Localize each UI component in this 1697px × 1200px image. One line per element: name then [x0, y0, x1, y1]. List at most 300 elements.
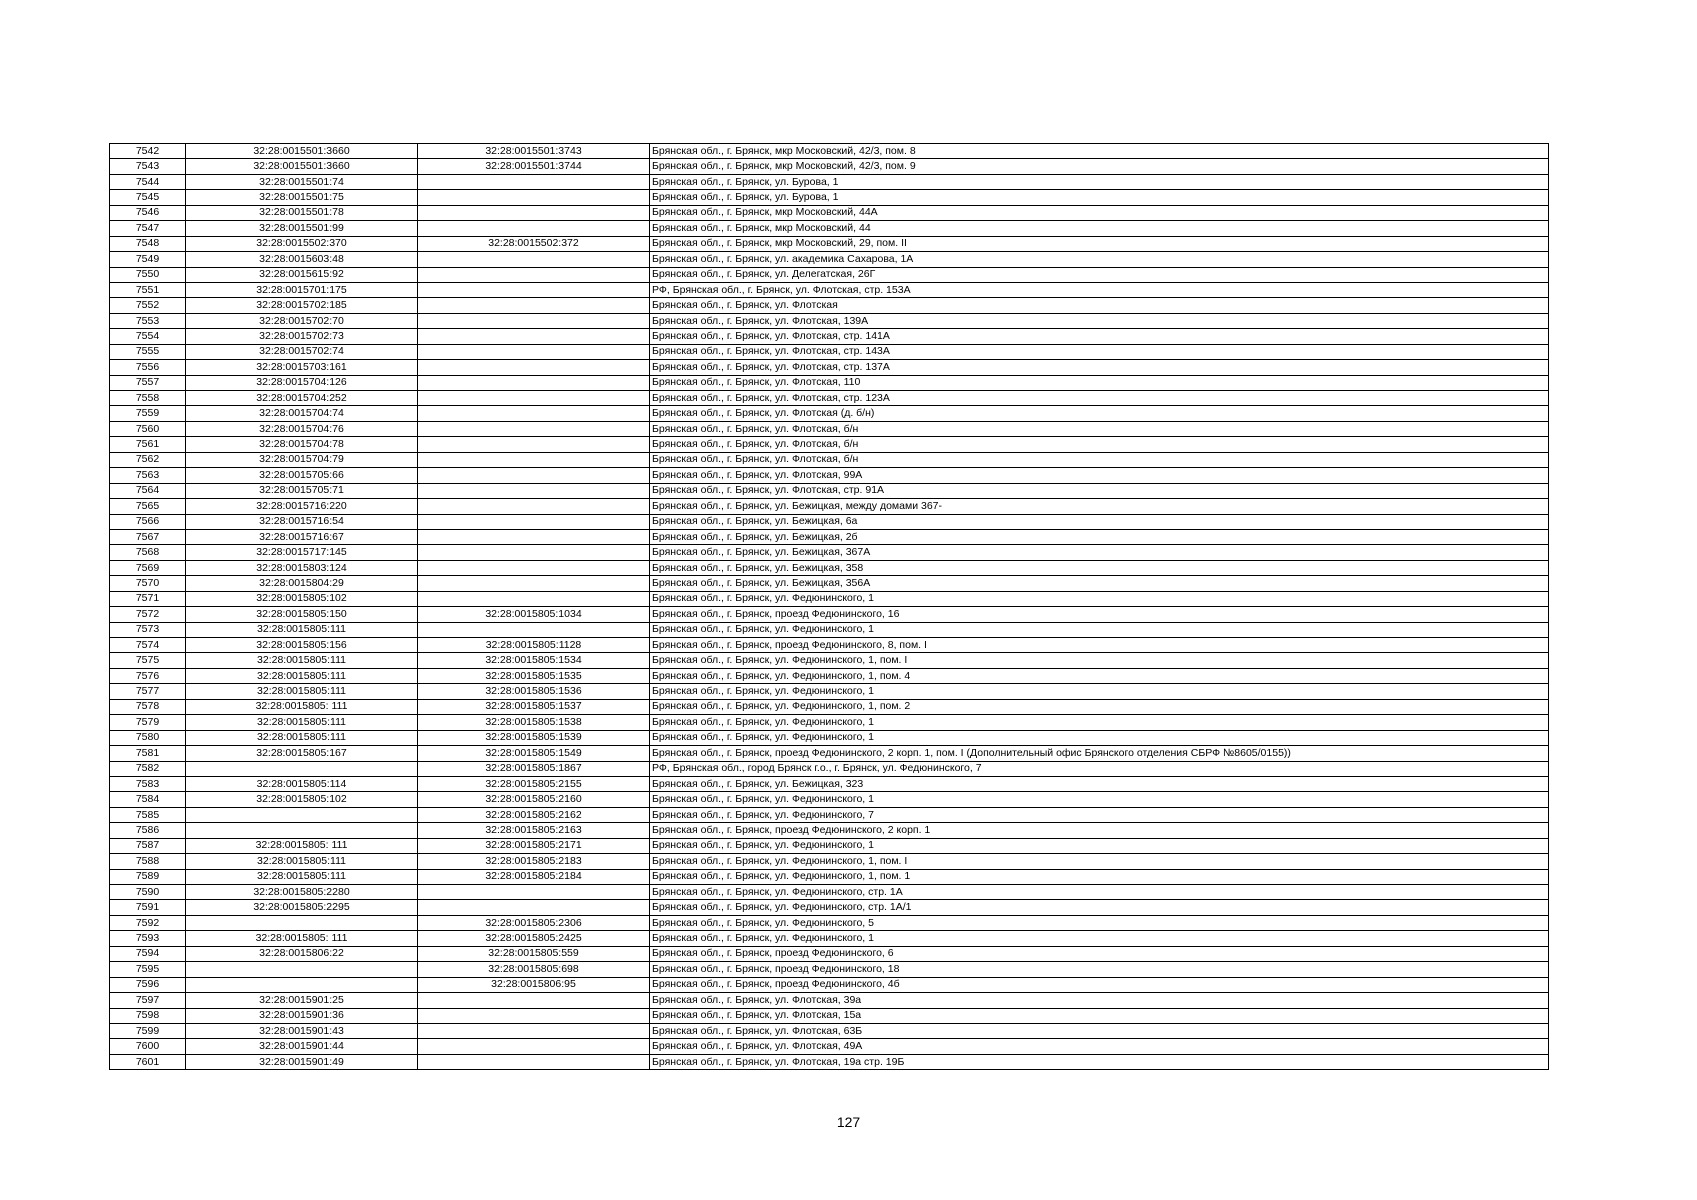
address-cell: Брянская обл., г. Брянск, ул. Флотская: [650, 298, 1549, 313]
row-number-cell: 7573: [110, 622, 186, 637]
table-row: [110, 545, 1549, 560]
row-number-cell: 7598: [110, 1008, 186, 1023]
table-row: [110, 668, 1549, 683]
object-cadastral-cell: [418, 591, 650, 606]
row-number-cell: 7579: [110, 715, 186, 730]
row-number-cell: 7592: [110, 915, 186, 930]
land-plot-cadastral-cell: 32:28:0015805: 111: [186, 838, 418, 853]
registry-table-body: [110, 144, 1549, 1070]
row-number-cell: 7577: [110, 684, 186, 699]
table-row: [110, 946, 1549, 961]
row-number-cell: 7556: [110, 360, 186, 375]
object-cadastral-cell: 32:28:0015805:559: [418, 946, 650, 961]
table-row: [110, 406, 1549, 421]
object-cadastral-cell: [418, 452, 650, 467]
land-plot-cadastral-cell: 32:28:0015803:124: [186, 560, 418, 575]
land-plot-cadastral-cell: 32:28:0015501:99: [186, 221, 418, 236]
land-plot-cadastral-cell: 32:28:0015702:185: [186, 298, 418, 313]
table-row: [110, 360, 1549, 375]
address-cell: Брянская обл., г. Брянск, ул. Федюнинского, 1: [650, 622, 1549, 637]
address-cell: Брянская обл., г. Брянск, ул. Федюнинского, 5: [650, 915, 1549, 930]
row-number-cell: 7548: [110, 236, 186, 251]
table-row: [110, 313, 1549, 328]
land-plot-cadastral-cell: 32:28:0015704:76: [186, 421, 418, 436]
row-number-cell: 7544: [110, 174, 186, 189]
row-number-cell: 7597: [110, 993, 186, 1008]
object-cadastral-cell: [418, 391, 650, 406]
address-cell: Брянская обл., г. Брянск, ул. Флотская, б/н: [650, 437, 1549, 452]
address-cell: Брянская обл., г. Брянск, ул. Федюнинского, стр. 1А/1: [650, 900, 1549, 915]
land-plot-cadastral-cell: 32:28:0015806:22: [186, 946, 418, 961]
table-row: [110, 1039, 1549, 1054]
row-number-cell: 7571: [110, 591, 186, 606]
address-cell: Брянская обл., г. Брянск, мкр Московский, 42/3, пом. 9: [650, 159, 1549, 174]
object-cadastral-cell: 32:28:0015805:2160: [418, 792, 650, 807]
table-row: [110, 607, 1549, 622]
row-number-cell: 7560: [110, 421, 186, 436]
land-plot-cadastral-cell: 32:28:0015705:71: [186, 483, 418, 498]
object-cadastral-cell: 32:28:0015806:95: [418, 977, 650, 992]
table-row: [110, 205, 1549, 220]
row-number-cell: 7572: [110, 607, 186, 622]
object-cadastral-cell: [418, 313, 650, 328]
land-plot-cadastral-cell: 32:28:0015805: 111: [186, 931, 418, 946]
table-row: [110, 684, 1549, 699]
object-cadastral-cell: [418, 545, 650, 560]
row-number-cell: 7576: [110, 668, 186, 683]
table-row: [110, 699, 1549, 714]
row-number-cell: 7542: [110, 144, 186, 159]
address-cell: Брянская обл., г. Брянск, ул. академика Сахарова, 1А: [650, 252, 1549, 267]
table-row: [110, 591, 1549, 606]
address-cell: Брянская обл., г. Брянск, ул. Федюнинского, стр. 1А: [650, 885, 1549, 900]
land-plot-cadastral-cell: 32:28:0015805:102: [186, 792, 418, 807]
land-plot-cadastral-cell: 32:28:0015805:150: [186, 607, 418, 622]
row-number-cell: 7574: [110, 638, 186, 653]
table-row: [110, 174, 1549, 189]
address-cell: Брянская обл., г. Брянск, проезд Федюнинского, 8, пом. I: [650, 638, 1549, 653]
row-number-cell: 7563: [110, 468, 186, 483]
table-row: [110, 854, 1549, 869]
address-cell: Брянская обл., г. Брянск, проезд Федюнинского, 4б: [650, 977, 1549, 992]
table-row: [110, 514, 1549, 529]
table-row: [110, 622, 1549, 637]
land-plot-cadastral-cell: 32:28:0015603:48: [186, 252, 418, 267]
row-number-cell: 7547: [110, 221, 186, 236]
address-cell: РФ, Брянская обл., г. Брянск, ул. Флотская, стр. 153А: [650, 282, 1549, 297]
object-cadastral-cell: [418, 1023, 650, 1038]
table-row: [110, 236, 1549, 251]
address-cell: Брянская обл., г. Брянск, ул. Флотская, стр. 91А: [650, 483, 1549, 498]
table-row: [110, 159, 1549, 174]
row-number-cell: 7566: [110, 514, 186, 529]
table-row: [110, 452, 1549, 467]
object-cadastral-cell: 32:28:0015805:1549: [418, 746, 650, 761]
address-cell: Брянская обл., г. Брянск, ул. Федюнинского, 1: [650, 730, 1549, 745]
land-plot-cadastral-cell: 32:28:0015704:78: [186, 437, 418, 452]
land-plot-cadastral-cell: 32:28:0015702:74: [186, 344, 418, 359]
land-plot-cadastral-cell: [186, 761, 418, 776]
row-number-cell: 7552: [110, 298, 186, 313]
table-row: [110, 807, 1549, 822]
object-cadastral-cell: 32:28:0015805:2306: [418, 915, 650, 930]
address-cell: Брянская обл., г. Брянск, ул. Федюнинского, 1: [650, 591, 1549, 606]
row-number-cell: 7588: [110, 854, 186, 869]
address-cell: Брянская обл., г. Брянск, ул. Флотская, 15а: [650, 1008, 1549, 1023]
table-row: [110, 761, 1549, 776]
row-number-cell: 7569: [110, 560, 186, 575]
address-cell: Брянская обл., г. Брянск, ул. Федюнинского, 1, пом. 2: [650, 699, 1549, 714]
row-number-cell: 7568: [110, 545, 186, 560]
table-row: [110, 931, 1549, 946]
row-number-cell: 7557: [110, 375, 186, 390]
address-cell: Брянская обл., г. Брянск, ул. Бежицкая, между домами 367-: [650, 499, 1549, 514]
row-number-cell: 7555: [110, 344, 186, 359]
table-row: [110, 298, 1549, 313]
table-row: [110, 1023, 1549, 1038]
object-cadastral-cell: [418, 375, 650, 390]
registry-table: [109, 143, 1549, 1070]
object-cadastral-cell: [418, 174, 650, 189]
land-plot-cadastral-cell: 32:28:0015701:175: [186, 282, 418, 297]
land-plot-cadastral-cell: 32:28:0015704:74: [186, 406, 418, 421]
object-cadastral-cell: 32:28:0015501:3743: [418, 144, 650, 159]
address-cell: Брянская обл., г. Брянск, ул. Федюнинского, 1: [650, 931, 1549, 946]
table-row: [110, 1008, 1549, 1023]
row-number-cell: 7596: [110, 977, 186, 992]
table-row: [110, 962, 1549, 977]
land-plot-cadastral-cell: 32:28:0015805:102: [186, 591, 418, 606]
row-number-cell: 7581: [110, 746, 186, 761]
land-plot-cadastral-cell: 32:28:0015501:75: [186, 190, 418, 205]
table-row: [110, 329, 1549, 344]
land-plot-cadastral-cell: 32:28:0015805:156: [186, 638, 418, 653]
table-row: [110, 560, 1549, 575]
object-cadastral-cell: [418, 421, 650, 436]
table-row: [110, 421, 1549, 436]
address-cell: Брянская обл., г. Брянск, ул. Флотская, стр. 137А: [650, 360, 1549, 375]
land-plot-cadastral-cell: 32:28:0015901:36: [186, 1008, 418, 1023]
address-cell: Брянская обл., г. Брянск, ул. Флотская, 39а: [650, 993, 1549, 1008]
table-row: [110, 900, 1549, 915]
land-plot-cadastral-cell: 32:28:0015804:29: [186, 576, 418, 591]
land-plot-cadastral-cell: [186, 915, 418, 930]
object-cadastral-cell: 32:28:0015805:1538: [418, 715, 650, 730]
object-cadastral-cell: [418, 483, 650, 498]
row-number-cell: 7565: [110, 499, 186, 514]
table-row: [110, 730, 1549, 745]
table-row: [110, 653, 1549, 668]
land-plot-cadastral-cell: 32:28:0015501:3660: [186, 159, 418, 174]
object-cadastral-cell: 32:28:0015805:1867: [418, 761, 650, 776]
address-cell: Брянская обл., г. Брянск, ул. Флотская, стр. 141А: [650, 329, 1549, 344]
object-cadastral-cell: 32:28:0015805:1539: [418, 730, 650, 745]
object-cadastral-cell: [418, 560, 650, 575]
object-cadastral-cell: 32:28:0015805:2425: [418, 931, 650, 946]
object-cadastral-cell: [418, 329, 650, 344]
land-plot-cadastral-cell: 32:28:0015704:79: [186, 452, 418, 467]
table-row: [110, 1054, 1549, 1069]
table-row: [110, 344, 1549, 359]
table-row: [110, 529, 1549, 544]
table-row: [110, 838, 1549, 853]
land-plot-cadastral-cell: 32:28:0015901:49: [186, 1054, 418, 1069]
land-plot-cadastral-cell: [186, 807, 418, 822]
object-cadastral-cell: [418, 190, 650, 205]
address-cell: Брянская обл., г. Брянск, ул. Федюнинского, 1, пом. 1: [650, 869, 1549, 884]
land-plot-cadastral-cell: 32:28:0015717:145: [186, 545, 418, 560]
address-cell: Брянская обл., г. Брянск, ул. Бежицкая, 323: [650, 776, 1549, 791]
row-number-cell: 7590: [110, 885, 186, 900]
land-plot-cadastral-cell: [186, 823, 418, 838]
row-number-cell: 7564: [110, 483, 186, 498]
row-number-cell: 7595: [110, 962, 186, 977]
table-row: [110, 576, 1549, 591]
row-number-cell: 7585: [110, 807, 186, 822]
object-cadastral-cell: 32:28:0015805:2155: [418, 776, 650, 791]
table-row: [110, 375, 1549, 390]
table-row: [110, 915, 1549, 930]
address-cell: Брянская обл., г. Брянск, ул. Флотская, 19а стр. 19Б: [650, 1054, 1549, 1069]
object-cadastral-cell: [418, 514, 650, 529]
table-row: [110, 993, 1549, 1008]
row-number-cell: 7567: [110, 529, 186, 544]
land-plot-cadastral-cell: 32:28:0015805:111: [186, 684, 418, 699]
land-plot-cadastral-cell: 32:28:0015702:70: [186, 313, 418, 328]
table-row: [110, 252, 1549, 267]
address-cell: Брянская обл., г. Брянск, ул. Делегатская, 26Г: [650, 267, 1549, 282]
address-cell: Брянская обл., г. Брянск, ул. Флотская, 99А: [650, 468, 1549, 483]
row-number-cell: 7584: [110, 792, 186, 807]
land-plot-cadastral-cell: 32:28:0015716:54: [186, 514, 418, 529]
address-cell: Брянская обл., г. Брянск, ул. Федюнинского, 1, пом. I: [650, 653, 1549, 668]
row-number-cell: 7545: [110, 190, 186, 205]
table-row: [110, 792, 1549, 807]
address-cell: Брянская обл., г. Брянск, ул. Федюнинского, 1: [650, 715, 1549, 730]
address-cell: Брянская обл., г. Брянск, ул. Бежицкая, 6а: [650, 514, 1549, 529]
address-cell: Брянская обл., г. Брянск, ул. Бежицкая, 367А: [650, 545, 1549, 560]
object-cadastral-cell: [418, 406, 650, 421]
row-number-cell: 7570: [110, 576, 186, 591]
land-plot-cadastral-cell: [186, 977, 418, 992]
page-number: 127: [836, 1114, 861, 1130]
address-cell: Брянская обл., г. Брянск, ул. Флотская (д. б/н): [650, 406, 1549, 421]
row-number-cell: 7554: [110, 329, 186, 344]
address-cell: Брянская обл., г. Брянск, мкр Московский, 44: [650, 221, 1549, 236]
land-plot-cadastral-cell: 32:28:0015805:111: [186, 715, 418, 730]
object-cadastral-cell: 32:28:0015805:1535: [418, 668, 650, 683]
land-plot-cadastral-cell: 32:28:0015501:78: [186, 205, 418, 220]
address-cell: Брянская обл., г. Брянск, мкр Московский, 44А: [650, 205, 1549, 220]
object-cadastral-cell: 32:28:0015805:2171: [418, 838, 650, 853]
row-number-cell: 7562: [110, 452, 186, 467]
row-number-cell: 7587: [110, 838, 186, 853]
address-cell: Брянская обл., г. Брянск, ул. Бежицкая, 356А: [650, 576, 1549, 591]
table-row: [110, 499, 1549, 514]
address-cell: Брянская обл., г. Брянск, ул. Федюнинского, 1: [650, 684, 1549, 699]
object-cadastral-cell: 32:28:0015805:698: [418, 962, 650, 977]
address-cell: Брянская обл., г. Брянск, проезд Федюнинского, 2 корп. 1: [650, 823, 1549, 838]
table-row: [110, 190, 1549, 205]
table-row: [110, 776, 1549, 791]
table-row: [110, 437, 1549, 452]
object-cadastral-cell: [418, 622, 650, 637]
land-plot-cadastral-cell: 32:28:0015805: 111: [186, 699, 418, 714]
land-plot-cadastral-cell: 32:28:0015716:67: [186, 529, 418, 544]
land-plot-cadastral-cell: 32:28:0015805:111: [186, 653, 418, 668]
address-cell: Брянская обл., г. Брянск, мкр Московский, 42/3, пом. 8: [650, 144, 1549, 159]
land-plot-cadastral-cell: 32:28:0015805:167: [186, 746, 418, 761]
object-cadastral-cell: 32:28:0015805:1537: [418, 699, 650, 714]
row-number-cell: 7550: [110, 267, 186, 282]
row-number-cell: 7575: [110, 653, 186, 668]
row-number-cell: 7582: [110, 761, 186, 776]
object-cadastral-cell: [418, 529, 650, 544]
address-cell: Брянская обл., г. Брянск, ул. Бежицкая, 2б: [650, 529, 1549, 544]
object-cadastral-cell: [418, 344, 650, 359]
address-cell: Брянская обл., г. Брянск, мкр Московский, 29, пом. II: [650, 236, 1549, 251]
address-cell: Брянская обл., г. Брянск, проезд Федюнинского, 6: [650, 946, 1549, 961]
object-cadastral-cell: 32:28:0015501:3744: [418, 159, 650, 174]
land-plot-cadastral-cell: 32:28:0015805:111: [186, 668, 418, 683]
row-number-cell: 7558: [110, 391, 186, 406]
table-row: [110, 391, 1549, 406]
table-row: [110, 221, 1549, 236]
object-cadastral-cell: [418, 1054, 650, 1069]
address-cell: Брянская обл., г. Брянск, ул. Федюнинского, 1: [650, 792, 1549, 807]
land-plot-cadastral-cell: 32:28:0015805:114: [186, 776, 418, 791]
row-number-cell: 7546: [110, 205, 186, 220]
land-plot-cadastral-cell: [186, 962, 418, 977]
object-cadastral-cell: [418, 205, 650, 220]
land-plot-cadastral-cell: 32:28:0015704:126: [186, 375, 418, 390]
row-number-cell: 7594: [110, 946, 186, 961]
address-cell: Брянская обл., г. Брянск, ул. Федюнинского, 1, пом. I: [650, 854, 1549, 869]
land-plot-cadastral-cell: 32:28:0015901:25: [186, 993, 418, 1008]
object-cadastral-cell: [418, 900, 650, 915]
row-number-cell: 7583: [110, 776, 186, 791]
row-number-cell: 7599: [110, 1023, 186, 1038]
address-cell: Брянская обл., г. Брянск, ул. Флотская, стр. 123А: [650, 391, 1549, 406]
object-cadastral-cell: [418, 267, 650, 282]
object-cadastral-cell: [418, 437, 650, 452]
land-plot-cadastral-cell: 32:28:0015805:111: [186, 730, 418, 745]
row-number-cell: 7543: [110, 159, 186, 174]
object-cadastral-cell: [418, 468, 650, 483]
table-row: [110, 869, 1549, 884]
object-cadastral-cell: 32:28:0015805:2183: [418, 854, 650, 869]
table-row: [110, 823, 1549, 838]
address-cell: Брянская обл., г. Брянск, ул. Флотская, 49А: [650, 1039, 1549, 1054]
object-cadastral-cell: [418, 252, 650, 267]
land-plot-cadastral-cell: 32:28:0015805:111: [186, 854, 418, 869]
table-row: [110, 282, 1549, 297]
object-cadastral-cell: [418, 1008, 650, 1023]
table-row: [110, 885, 1549, 900]
row-number-cell: 7600: [110, 1039, 186, 1054]
row-number-cell: 7559: [110, 406, 186, 421]
land-plot-cadastral-cell: 32:28:0015805:111: [186, 869, 418, 884]
row-number-cell: 7553: [110, 313, 186, 328]
address-cell: Брянская обл., г. Брянск, проезд Федюнинского, 16: [650, 607, 1549, 622]
row-number-cell: 7561: [110, 437, 186, 452]
land-plot-cadastral-cell: 32:28:0015703:161: [186, 360, 418, 375]
object-cadastral-cell: [418, 298, 650, 313]
land-plot-cadastral-cell: 32:28:0015705:66: [186, 468, 418, 483]
land-plot-cadastral-cell: 32:28:0015805:2295: [186, 900, 418, 915]
table-row: [110, 638, 1549, 653]
land-plot-cadastral-cell: 32:28:0015901:43: [186, 1023, 418, 1038]
land-plot-cadastral-cell: 32:28:0015901:44: [186, 1039, 418, 1054]
table-row: [110, 144, 1549, 159]
address-cell: Брянская обл., г. Брянск, проезд Федюнинского, 2 корп. 1, пом. I (Дополнительный офис Брянского отделения СБРФ №8605/0155)): [650, 746, 1549, 761]
address-cell: Брянская обл., г. Брянск, ул. Флотская, 63Б: [650, 1023, 1549, 1038]
object-cadastral-cell: [418, 1039, 650, 1054]
row-number-cell: 7578: [110, 699, 186, 714]
object-cadastral-cell: 32:28:0015805:2162: [418, 807, 650, 822]
land-plot-cadastral-cell: 32:28:0015501:74: [186, 174, 418, 189]
row-number-cell: 7593: [110, 931, 186, 946]
address-cell: Брянская обл., г. Брянск, ул. Федюнинского, 1: [650, 838, 1549, 853]
table-row: [110, 468, 1549, 483]
table-row: [110, 746, 1549, 761]
object-cadastral-cell: [418, 576, 650, 591]
object-cadastral-cell: 32:28:0015805:1534: [418, 653, 650, 668]
object-cadastral-cell: 32:28:0015805:2184: [418, 869, 650, 884]
object-cadastral-cell: [418, 360, 650, 375]
land-plot-cadastral-cell: 32:28:0015502:370: [186, 236, 418, 251]
land-plot-cadastral-cell: 32:28:0015805:111: [186, 622, 418, 637]
table-row: [110, 267, 1549, 282]
address-cell: Брянская обл., г. Брянск, ул. Федюнинского, 1, пом. 4: [650, 668, 1549, 683]
land-plot-cadastral-cell: 32:28:0015716:220: [186, 499, 418, 514]
object-cadastral-cell: 32:28:0015805:1536: [418, 684, 650, 699]
row-number-cell: 7601: [110, 1054, 186, 1069]
land-plot-cadastral-cell: 32:28:0015501:3660: [186, 144, 418, 159]
object-cadastral-cell: [418, 993, 650, 1008]
row-number-cell: 7551: [110, 282, 186, 297]
object-cadastral-cell: [418, 885, 650, 900]
row-number-cell: 7549: [110, 252, 186, 267]
row-number-cell: 7591: [110, 900, 186, 915]
address-cell: Брянская обл., г. Брянск, ул. Флотская, 139А: [650, 313, 1549, 328]
row-number-cell: 7586: [110, 823, 186, 838]
object-cadastral-cell: [418, 221, 650, 236]
address-cell: Брянская обл., г. Брянск, ул. Бурова, 1: [650, 190, 1549, 205]
table-row: [110, 715, 1549, 730]
land-plot-cadastral-cell: 32:28:0015704:252: [186, 391, 418, 406]
object-cadastral-cell: [418, 499, 650, 514]
object-cadastral-cell: 32:28:0015805:2163: [418, 823, 650, 838]
address-cell: Брянская обл., г. Брянск, ул. Флотская, 110: [650, 375, 1549, 390]
address-cell: Брянская обл., г. Брянск, ул. Бурова, 1: [650, 174, 1549, 189]
address-cell: РФ, Брянская обл., город Брянск г.о., г. Брянск, ул. Федюнинского, 7: [650, 761, 1549, 776]
land-plot-cadastral-cell: 32:28:0015615:92: [186, 267, 418, 282]
object-cadastral-cell: 32:28:0015805:1128: [418, 638, 650, 653]
object-cadastral-cell: [418, 282, 650, 297]
address-cell: Брянская обл., г. Брянск, ул. Флотская, б/н: [650, 421, 1549, 436]
address-cell: Брянская обл., г. Брянск, проезд Федюнинского, 18: [650, 962, 1549, 977]
object-cadastral-cell: 32:28:0015502:372: [418, 236, 650, 251]
address-cell: Брянская обл., г. Брянск, ул. Флотская, б/н: [650, 452, 1549, 467]
address-cell: Брянская обл., г. Брянск, ул. Федюнинского, 7: [650, 807, 1549, 822]
table-row: [110, 977, 1549, 992]
object-cadastral-cell: 32:28:0015805:1034: [418, 607, 650, 622]
land-plot-cadastral-cell: 32:28:0015702:73: [186, 329, 418, 344]
land-plot-cadastral-cell: 32:28:0015805:2280: [186, 885, 418, 900]
address-cell: Брянская обл., г. Брянск, ул. Бежицкая, 358: [650, 560, 1549, 575]
address-cell: Брянская обл., г. Брянск, ул. Флотская, стр. 143А: [650, 344, 1549, 359]
